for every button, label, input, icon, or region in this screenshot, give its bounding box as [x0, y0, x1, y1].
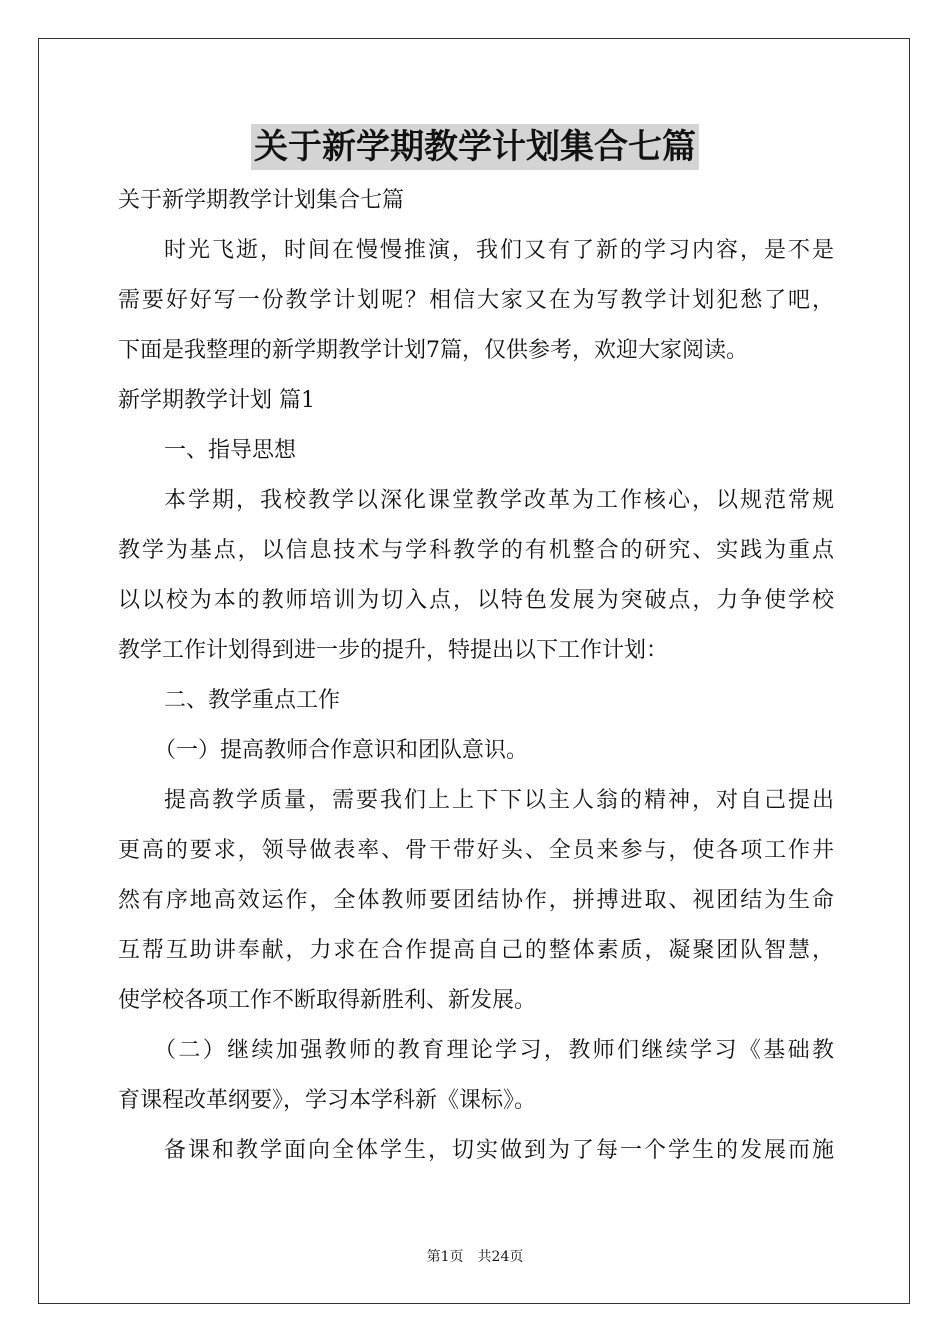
- text-line: 教学工作计划得到进一步的提升，特提出以下工作计划：: [118, 638, 669, 663]
- title-container: [0, 124, 950, 170]
- text-line: 互帮互助讲奉献，力求在合作提高自己的整体素质，凝聚团队智慧，: [118, 938, 834, 963]
- text-line: 二、教学重点工作: [164, 688, 341, 713]
- text-line: 本学期，我校教学以深化课堂教学改革为工作核心，以规范常规: [164, 488, 834, 513]
- text-line: 以以校为本的教师培训为切入点，以特色发展为突破点，力争使学校: [118, 588, 834, 613]
- document-title: 关于新学期教学计划集合七篇: [251, 124, 699, 170]
- text-line: 下面是我整理的新学期教学计划7篇，仅供参考，欢迎大家阅读。: [118, 338, 748, 363]
- text-line: 备课和教学面向全体学生，切实做到为了每一个学生的发展而施: [164, 1138, 834, 1163]
- page-footer: 第1页 共24页: [426, 1249, 524, 1265]
- text-line: 更高的要求，领导做表率、骨干带好头、全员来参与，使各项工作井: [118, 838, 834, 863]
- text-line: （二）继续加强教师的教育理论学习，教师们继续学习《基础教: [154, 1038, 834, 1063]
- text-line: 提高教学质量，需要我们上上下下以主人翁的精神，对自己提出: [164, 788, 834, 813]
- text-line: 需要好好写一份教学计划呢？相信大家又在为写教学计划犯愁了吧，: [118, 288, 834, 313]
- text-line: 时光飞逝，时间在慢慢推演，我们又有了新的学习内容，是不是: [164, 238, 834, 263]
- text-line: 新学期教学计划 篇1: [118, 388, 315, 413]
- text-line: 关于新学期教学计划集合七篇: [118, 188, 405, 213]
- text-line: 然有序地高效运作，全体教师要团结协作，拼搏进取、视团结为生命: [118, 888, 834, 913]
- text-line: （一）提高教师合作意识和团队意识。: [154, 738, 529, 763]
- text-line: 使学校各项工作不断取得新胜利、新发展。: [118, 988, 537, 1013]
- text-line: 教学为基点，以信息技术与学科教学的有机整合的研究、实践为重点: [118, 538, 834, 563]
- text-line: 一、指导思想: [164, 438, 297, 463]
- document-body: [118, 176, 834, 1176]
- text-line: 育课程改革纲要》，学习本学科新《课标》。: [118, 1088, 537, 1113]
